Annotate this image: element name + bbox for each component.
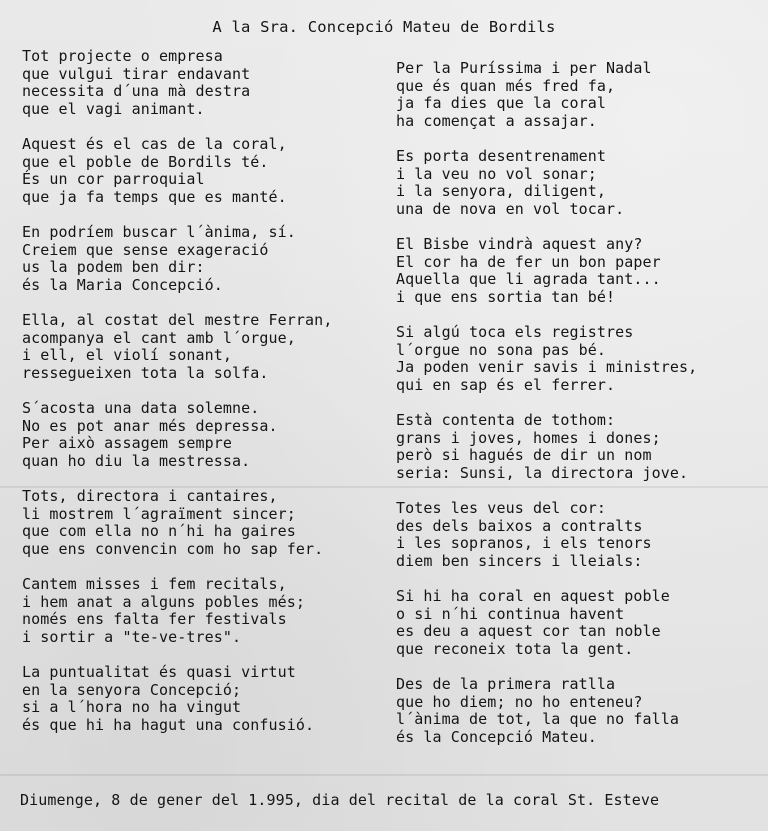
poem-line: En podríem buscar l´ànima, sí. (22, 223, 296, 241)
poem-line: diem ben sincers i lleials: (396, 551, 643, 570)
poem-line: i que ens sortia tan bé! (396, 287, 616, 306)
stanza (22, 664, 392, 752)
stanza (396, 588, 764, 676)
stanza (22, 312, 392, 400)
stanza (396, 324, 764, 412)
poem-line: No es pot anar més depressa. (22, 416, 278, 435)
poem-line: és la Maria Concepció. (22, 275, 223, 294)
poem-line: l´ànima de tot, la que no falla (396, 710, 680, 729)
poem-line: una de nova en vol tocar. (396, 199, 625, 218)
poem-line: l´orgue no sona pas bé. (396, 340, 607, 359)
poem-line: Està contenta de tothom: (396, 411, 616, 429)
poem-line: només ens falta fer festivals (22, 610, 287, 629)
poem-line: qui en sap és el ferrer. (396, 375, 616, 394)
poem-line: Si algú toca els registres (396, 323, 634, 341)
poem-line: i la veu no vol sonar; (396, 164, 597, 183)
poem-line: en la senyora Concepció; (22, 680, 242, 699)
poem-line: i la senyora, diligent, (396, 182, 607, 201)
poem-line: Ja poden venir savis i ministres, (396, 358, 698, 377)
poem-line: i ell, el violí sonant, (22, 346, 233, 365)
stanza (22, 576, 392, 664)
poem-line: i hem anat a alguns pobles més; (22, 592, 306, 611)
poem-line: grans i joves, homes i dones; (396, 428, 661, 447)
stanza (22, 400, 392, 488)
stanza (396, 60, 764, 148)
poem-line: que el vagi animant. (22, 99, 205, 118)
stanza (22, 48, 392, 136)
poem-line: li mostrem l´agraïment sincer; (22, 504, 296, 523)
left-column (22, 48, 392, 752)
poem-line: que vulgui tirar endavant (22, 64, 251, 83)
poem-line: Per això assagem sempre (22, 434, 233, 453)
poem-line: o si n´hi continua havent (396, 604, 625, 623)
right-column (396, 60, 764, 764)
poem-line: Totes les veus del cor: (396, 499, 607, 517)
stanza (396, 412, 764, 500)
stanza (22, 224, 392, 312)
poem-line: i sortir a "te-ve-tres". (22, 627, 242, 646)
poem-line: acompanya el cant amb l´orgue, (22, 328, 296, 347)
poem-line: El Bisbe vindrà aquest any? (396, 235, 643, 253)
footer-dedication: Diumenge, 8 de gener del 1.995, dia del recital de la coral St. Esteve (20, 791, 660, 809)
poem-line: que com ella no n´hi ha gaires (22, 522, 296, 541)
poem-line: S´acosta una data solemne. (22, 399, 260, 417)
poem-line: ha començat a assajar. (396, 111, 597, 130)
poem-line: que ja fa temps que es manté. (22, 187, 287, 206)
poem-line: ressegueixen tota la solfa. (22, 363, 269, 382)
stanza (396, 500, 764, 588)
poem-line: Creiem que sense exageració (22, 240, 269, 259)
stanza (396, 676, 764, 764)
poem-line: que reconeix tota la gent. (396, 639, 634, 658)
poem-line: des dels baixos a contralts (396, 516, 643, 535)
poem-line: seria: Sunsi, la directora jove. (396, 463, 689, 482)
stanza (396, 148, 764, 236)
poem-line: Si hi ha coral en aquest poble (396, 587, 670, 605)
poem-line: Cantem misses i fem recitals, (22, 575, 287, 593)
poem-line: Per la Puríssima i per Nadal (396, 59, 652, 77)
poem-line: Es porta desentrenament (396, 147, 607, 165)
poem-line: es deu a aquest cor tan noble (396, 622, 661, 641)
poem-line: És un cor parroquial (22, 170, 205, 189)
poem-line: que ens convencin com ho sap fer. (22, 539, 324, 558)
poem-line: ja fa dies que la coral (396, 94, 607, 113)
poem-line: Tot projecte o empresa (22, 47, 223, 65)
poem-line: Aquella que li agrada tant... (396, 270, 661, 289)
poem-line: La puntualitat és quasi virtut (22, 663, 296, 681)
poem-line: us la podem ben dir: (22, 258, 205, 277)
fold-crease (0, 774, 768, 776)
poem-line: El cor ha de fer un bon paper (396, 252, 661, 271)
poem-line: Aquest és el cas de la coral, (22, 135, 287, 153)
poem-line: que el poble de Bordils té. (22, 152, 269, 171)
poem-line: i les sopranos, i els tenors (396, 534, 652, 553)
poem-line: necessita d´una mà destra (22, 82, 251, 101)
poem-line: que ho diem; no ho enteneu? (396, 692, 643, 711)
poem-line: Des de la primera ratlla (396, 675, 616, 693)
poem-title: A la Sra. Concepció Mateu de Bordils (212, 18, 556, 36)
poem-line: és que hi ha hagut una confusió. (22, 715, 315, 734)
poem-line: Ella, al costat del mestre Ferran, (22, 311, 333, 329)
stanza (22, 488, 392, 576)
stanza (22, 136, 392, 224)
stanza (396, 236, 764, 324)
poem-line: és la Concepció Mateu. (396, 727, 597, 746)
poem-line: quan ho diu la mestressa. (22, 451, 251, 470)
poem-line: Tots, directora i cantaires, (22, 487, 278, 505)
poem-line: que és quan més fred fa, (396, 76, 616, 95)
poem-line: si a l´hora no ha vingut (22, 698, 242, 717)
poem-line: però si hagués de dir un nom (396, 446, 652, 465)
